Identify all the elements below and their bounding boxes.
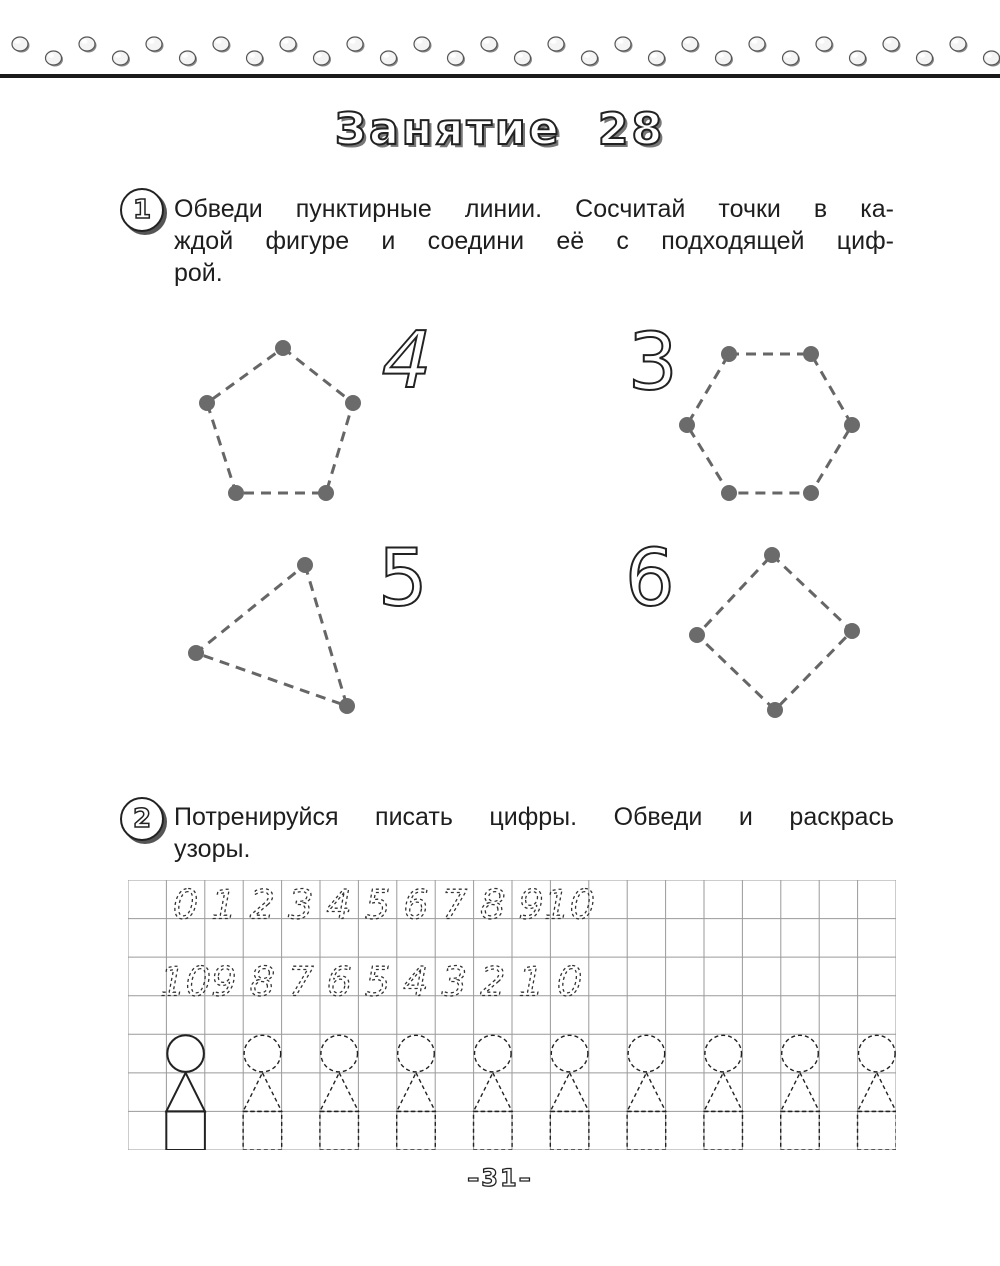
task-2-instructions — [174, 801, 894, 865]
task-1-badge: 1 — [120, 188, 164, 232]
practice-grid-graphic — [128, 880, 896, 1150]
trace-pattern-figure[interactable] — [704, 1035, 743, 1150]
practice-digit[interactable]: 10 — [160, 959, 212, 1006]
practice-digit[interactable]: 0 — [556, 959, 583, 1006]
practice-digit[interactable]: 3 — [441, 959, 468, 1006]
practice-digit[interactable]: 9 — [518, 882, 544, 929]
lesson-title: Занятие 28 — [334, 104, 666, 155]
digit-row-descending — [160, 960, 582, 1006]
practice-digit[interactable]: 4 — [403, 959, 429, 1006]
bead-icon — [917, 51, 935, 67]
bead-icon — [984, 51, 1000, 67]
bead-icon — [850, 51, 868, 67]
pattern-row — [166, 1035, 896, 1150]
task-2-line-2: узоры. — [174, 835, 251, 863]
bead-icon — [883, 37, 901, 53]
trace-pattern-figure[interactable] — [320, 1035, 359, 1150]
sample-pattern-figure — [166, 1035, 205, 1150]
practice-digit[interactable]: 9 — [211, 959, 237, 1006]
practice-digit[interactable]: 8 — [480, 882, 506, 929]
digit-row-ascending — [173, 883, 595, 929]
task-1-line-3: рой. — [174, 259, 223, 287]
hexagon-figure[interactable] — [687, 354, 852, 493]
bead-icon — [180, 51, 198, 67]
bead-icon — [247, 51, 265, 67]
practice-digit[interactable]: 0 — [172, 882, 199, 929]
digit-3-trace[interactable]: 3 — [628, 318, 678, 408]
square-figure[interactable] — [697, 555, 852, 710]
bead-icon — [280, 37, 298, 53]
practice-digit[interactable]: 5 — [364, 882, 391, 929]
pentagon-dots — [199, 340, 361, 501]
practice-digit[interactable]: 3 — [288, 882, 314, 929]
triangle-dots — [188, 557, 355, 714]
square-dots — [689, 547, 860, 718]
task-2-line-1: Потренируйся писать цифры. Обведи и раскрась — [174, 803, 894, 831]
bead-icon — [950, 37, 968, 53]
trace-pattern-figure[interactable] — [550, 1035, 589, 1150]
bead-icon — [749, 37, 767, 53]
hexagon-dots — [679, 346, 860, 501]
dot-figures — [0, 300, 1000, 740]
bead-border-graphic — [0, 0, 1000, 84]
bead-icon — [12, 37, 30, 53]
bead-icon — [213, 37, 231, 53]
bead-icon — [783, 51, 801, 67]
bead-icon — [515, 51, 533, 67]
bead-icon — [113, 51, 131, 67]
bead-icon — [381, 51, 399, 67]
practice-digit[interactable]: 1 — [211, 882, 237, 929]
bead-icon — [414, 37, 432, 53]
trace-pattern-figure[interactable] — [243, 1035, 282, 1150]
practice-digit[interactable]: 2 — [480, 959, 506, 1006]
page-number: –31– — [467, 1164, 533, 1192]
digit-4-trace[interactable]: 4 — [372, 316, 442, 406]
practice-digit[interactable]: 2 — [249, 882, 276, 929]
practice-digit[interactable]: 7 — [441, 882, 468, 929]
trace-pattern-figure[interactable] — [627, 1035, 666, 1150]
top-bead-border — [0, 0, 1000, 84]
pentagon-figure[interactable] — [207, 348, 353, 493]
task-1-instructions — [174, 193, 894, 289]
bead-icon — [347, 37, 365, 53]
practice-grid[interactable] — [128, 880, 896, 1150]
figures-area — [0, 300, 1000, 740]
triangle-figure[interactable] — [196, 565, 347, 706]
trace-pattern-figure[interactable] — [858, 1035, 896, 1150]
beads — [12, 37, 1000, 67]
trace-pattern-figure[interactable] — [781, 1035, 820, 1150]
bead-icon — [481, 37, 499, 53]
bead-icon — [448, 51, 466, 67]
practice-digit[interactable]: 6 — [326, 959, 352, 1006]
task-1-line-1: Обведи пунктирные линии. Сосчитай точки в ка- — [174, 195, 894, 223]
practice-digit[interactable]: 6 — [403, 882, 429, 929]
bead-icon — [716, 51, 734, 67]
digit-5-trace[interactable]: 5 — [378, 534, 428, 624]
bead-icon — [816, 37, 834, 53]
practice-digit[interactable]: 10 — [544, 882, 596, 929]
bead-icon — [548, 37, 566, 53]
task-1-line-2: ждой фигуре и соедини её с подходящей циф- — [174, 227, 894, 255]
practice-digit[interactable]: 7 — [288, 959, 314, 1006]
bead-icon — [79, 37, 97, 53]
bead-icon — [314, 51, 332, 67]
trace-pattern-figure[interactable] — [474, 1035, 513, 1150]
bead-icon — [649, 51, 667, 67]
bead-icon — [682, 37, 700, 53]
trace-pattern-figure[interactable] — [397, 1035, 436, 1150]
practice-digit[interactable]: 1 — [518, 959, 544, 1006]
bead-icon — [615, 37, 633, 53]
bead-icon — [46, 51, 64, 67]
digit-6-trace[interactable]: 6 — [625, 534, 675, 624]
practice-digit[interactable]: 5 — [364, 959, 391, 1006]
bead-icon — [146, 37, 164, 53]
practice-digit[interactable]: 8 — [249, 959, 276, 1006]
grid-lines — [128, 880, 896, 1150]
practice-digit[interactable]: 4 — [326, 882, 352, 929]
bead-icon — [582, 51, 600, 67]
task-2-badge: 2 — [120, 797, 164, 841]
